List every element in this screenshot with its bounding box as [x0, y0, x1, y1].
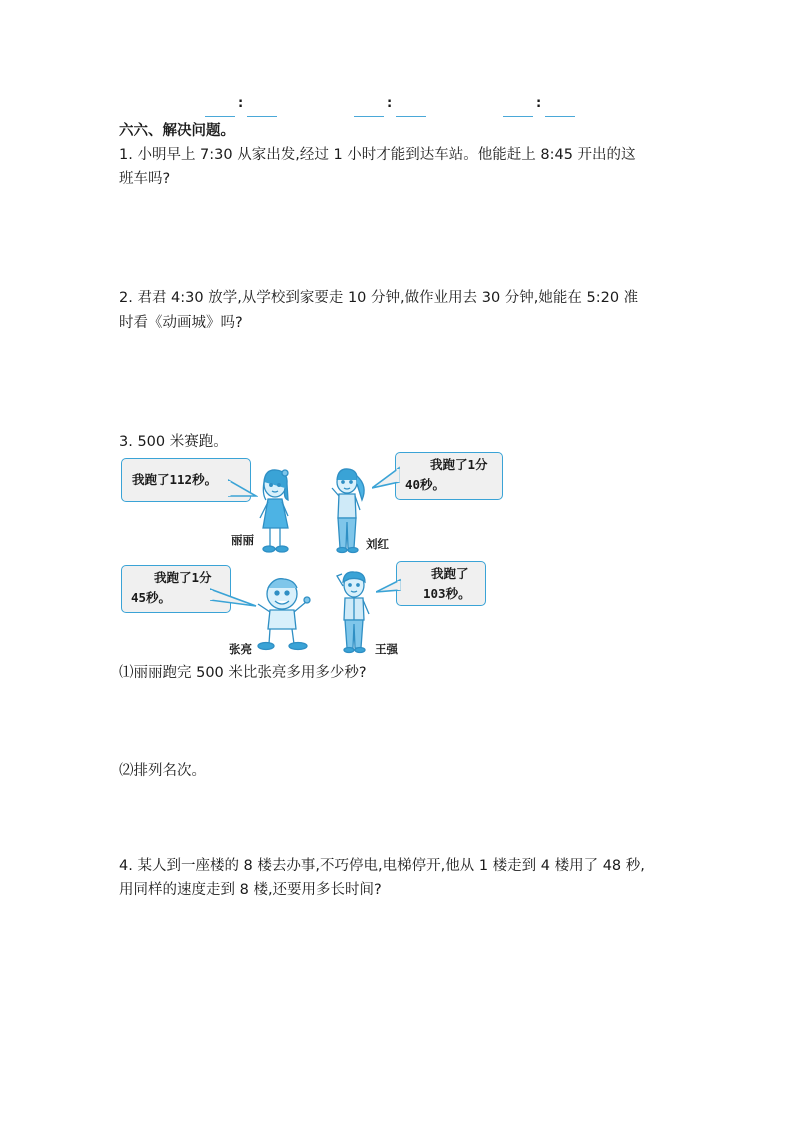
speech-bubble-zhangliang: [121, 565, 231, 613]
speech-text: 我跑了1分: [430, 457, 488, 472]
problem-3-question-1: ⑴丽丽跑完 500 米比张亮多用多少秒?: [119, 665, 367, 681]
name-wangqiang: 王强: [375, 642, 398, 656]
speech-tail-icon: [228, 476, 258, 502]
speech-text: 我跑了: [431, 566, 469, 581]
time-colon: :: [387, 96, 393, 111]
speech-tail-icon: [372, 466, 400, 492]
name-lili: 丽丽: [231, 533, 254, 547]
speech-bubble-liuhong: [395, 452, 503, 500]
name-zhangliang: 张亮: [229, 642, 252, 656]
problem-3-title: 3. 500 米赛跑。: [119, 434, 228, 450]
girl-lili-icon: [255, 466, 297, 556]
boy-wangqiang-icon: [333, 568, 375, 656]
problem-2-line-1: 2. 君君 4:30 放学,从学校到家要走 10 分钟,做作业用去 30 分钟,她能在 5:20 准: [119, 290, 639, 306]
problem-1-line-2: 班车吗?: [119, 171, 171, 187]
speech-text: 40秒。: [405, 477, 446, 492]
speech-text: 45秒。: [131, 590, 172, 605]
problem-4-line-1: 4. 某人到一座楼的 8 楼去办事,不巧停电,电梯停开,他从 1 楼走到 4 楼用了 48 秒,: [119, 858, 645, 874]
time-colon: :: [238, 96, 244, 111]
name-liuhong: 刘红: [366, 537, 389, 551]
girl-liuhong-icon: [326, 466, 370, 556]
speech-text: 103秒。: [423, 586, 471, 601]
speech-bubble-wangqiang: [396, 561, 486, 606]
time-blank-2[interactable]: [354, 96, 426, 117]
time-colon: :: [536, 96, 542, 111]
time-blank-3[interactable]: [503, 96, 575, 117]
speech-text: 我跑了112秒。: [132, 472, 218, 487]
time-blank-1[interactable]: [205, 96, 277, 117]
speech-tail-icon: [376, 578, 402, 600]
problem-2-line-2: 时看《动画城》吗?: [119, 315, 243, 331]
boy-zhangliang-icon: [254, 574, 314, 652]
speech-tail-icon: [210, 586, 258, 612]
speech-text: 我跑了1分: [154, 570, 212, 585]
problem-1-line-1: 1. 小明早上 7:30 从家出发,经过 1 小时才能到达车站。他能赶上 8:45 开出的这: [119, 147, 636, 163]
problem-3-question-2: ⑵排列名次。: [119, 763, 206, 779]
section-title: 六六、解决问题。: [119, 123, 235, 139]
problem-4-line-2: 用同样的速度走到 8 楼,还要用多长时间?: [119, 882, 382, 898]
speech-bubble-lili: [121, 458, 251, 502]
